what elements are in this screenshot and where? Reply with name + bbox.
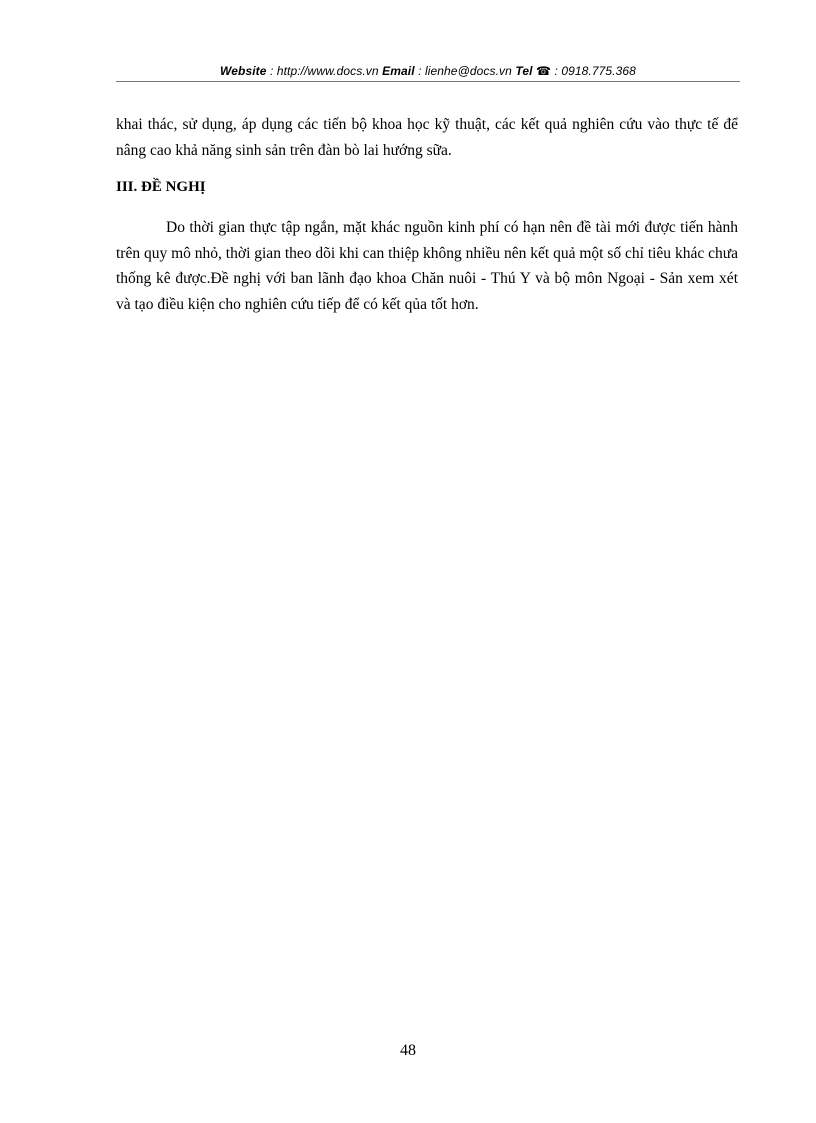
page-header (116, 64, 740, 78)
phone-icon: ☎ (535, 64, 552, 78)
page-number: 48 (400, 1042, 416, 1059)
email-label: Email (382, 64, 415, 78)
website-label: Website (220, 64, 267, 78)
body-paragraph-2 (116, 215, 738, 317)
header-divider (116, 81, 740, 82)
section-heading: III. ĐỀ NGHỊ (116, 179, 206, 195)
body-paragraph-1: khai thác, sử dụng, áp dụng các tiến bộ khoa học kỹ thuật, các kết quả nghiên cứu vào thực tế để nâng cao khả năng sinh sản trên đàn bò lai hướng sữa. (116, 116, 738, 159)
body-paragraph-2-text: Do thời gian thực tập ngắn, mặt khác nguồn kinh phí có hạn nên đề tài mới được tiến hành trên quy mô nhỏ, thời gian theo dõi khi can thiệp không nhiều nên kết quả một số chỉ tiêu khác chưa thống kê được.Đề nghị với ban lãnh đạo khoa Chăn nuôi - Thú Y và bộ môn Ngoại - Sản xem xét và tạo điều kiện cho nghiên cứu tiếp để có kết qủa tốt hơn. (116, 219, 738, 313)
email-value: : lienhe@docs.vn (414, 64, 516, 78)
website-value: : http://www.docs.vn (266, 64, 383, 78)
tel-label: Tel (515, 64, 533, 78)
tel-value: : 0918.775.368 (551, 64, 636, 78)
